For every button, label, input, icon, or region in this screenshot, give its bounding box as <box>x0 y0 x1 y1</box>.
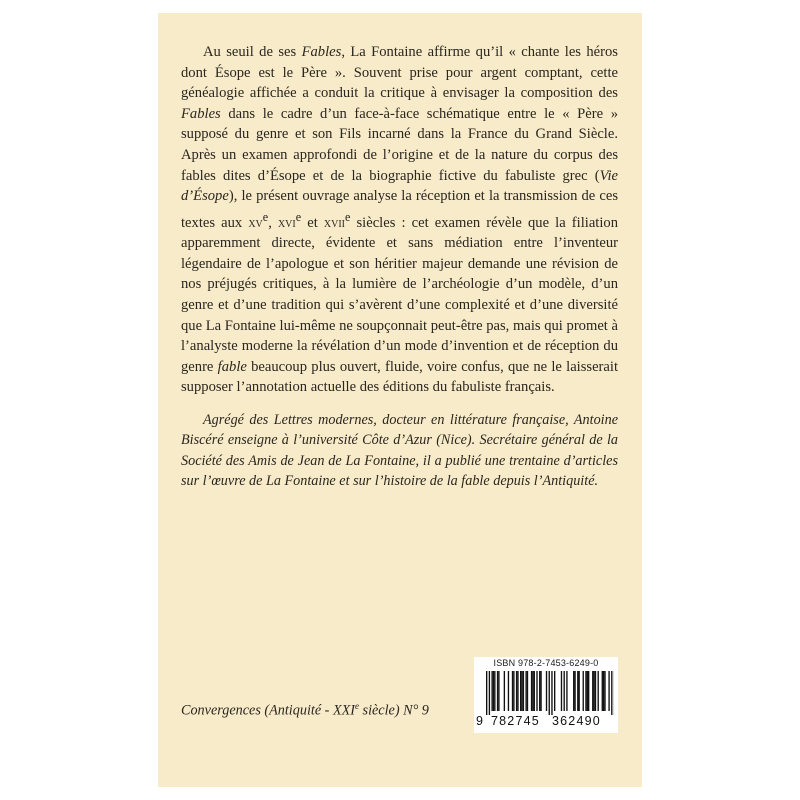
barcode-bar <box>489 671 490 715</box>
term-fable: fable <box>217 358 247 375</box>
century-16: xvi <box>277 214 296 231</box>
century-17: xvii <box>323 214 345 231</box>
title-fables-1: Fables <box>301 44 342 60</box>
barcode-bar <box>486 671 487 715</box>
barcode-bar <box>493 671 494 711</box>
barcode-bar <box>608 671 609 711</box>
barcode-bar <box>512 671 513 711</box>
barcode-bar <box>508 671 509 711</box>
title-vie-d-esope: Vie d’Ésope <box>181 167 618 205</box>
title-fables-2: Fables <box>181 105 221 122</box>
barcode-bar <box>578 671 579 711</box>
barcode-bar <box>583 671 584 711</box>
barcode-bar <box>566 671 567 711</box>
barcode-bars <box>478 671 614 715</box>
barcode-bar <box>588 671 589 711</box>
barcode-bar <box>527 671 528 711</box>
barcode-bar <box>595 671 596 711</box>
author-bio: Agrégé des Lettres modernes, docteur en littérature française, Antoine Biscéré enseigne à l’université Côte d’Azur (Nice). Secrétaire général de la Société des Amis de Jean de La Fontaine, il a publié une trentaine d’articles sur l’œuvre de La Fontaine et sur l’histoire de la fable depuis l’Antiquité. <box>181 412 618 490</box>
barcode-bar <box>546 671 547 711</box>
barcode-bar <box>564 671 565 711</box>
barcode-bar <box>585 671 586 711</box>
barcode-bar <box>573 671 574 711</box>
barcode-bar <box>504 671 505 711</box>
barcode-bar <box>540 671 541 711</box>
barcode-bar <box>525 671 526 711</box>
barcode-bar <box>531 671 532 711</box>
barcode-bar <box>611 671 612 715</box>
barcode-bar <box>536 671 537 711</box>
barcode-bar <box>549 671 550 715</box>
barcode-bar <box>516 671 517 711</box>
barcode-bar <box>592 671 593 711</box>
barcode-bar <box>534 671 535 711</box>
barcode-bar <box>593 671 594 711</box>
barcode-bar <box>551 671 552 715</box>
barcode-bar <box>561 671 562 711</box>
barcode-bar <box>574 671 575 711</box>
barcode-bar <box>602 671 603 711</box>
blurb-paragraph: Au seuil de ses Fables, La Fontaine affirme qu’il « chante les héros dont Ésope est le Père ». Souvent prise pour argent comptant, cette généalogie affichée a conduit la critique à envisager la composition des Fables dans le cadre d’un face-à-face schématique entre le « Père » supposé du genre et son Fils incarné dans la France du Grand Siècle. Après un examen approfondi de l’origine et de la nature du corpus des fables dites d’Ésope et de la biographie fictive du fabuliste grec (Vie d’Ésope), le présent ouvrage analyse la réception et la transmission de ces textes aux $xv^e$, xvi$^e$ et xvii$^e$ siècles : cet examen révèle que la filiation apparemment directe, évidente et sans médiation entre l’inventeur légendaire de l’apologue et son héritier majeur demande une révision de nos préjugés critiques, à la lumière de l’archéologie d’un modèle, d’un genre et d’une tradition qui s’avèrent d’une complexité et d’une diversité que La Fontaine lui-même ne soupçonnait peut-être pas, mais qui promet à l’analyste moderne la révélation d’un mode d’invention et de réception du genre fable beaucoup plus ouvert, fluide, voire confus, que ne le laisserait supposer l’annotation actuelle des éditions du fabuliste français. <box>181 44 619 396</box>
barcode-bar <box>577 671 578 711</box>
barcode-bar <box>491 671 492 711</box>
barcode-bar <box>523 671 524 711</box>
barcode-bar <box>532 671 533 711</box>
series-line: Convergences (Antiquité - XXIe siècle) N° 9 <box>181 701 429 719</box>
barcode-bar <box>554 671 555 711</box>
barcode-bar <box>494 671 495 711</box>
barcode-bar <box>587 671 588 711</box>
isbn-label: ISBN 978-2-7453-6249-0 <box>493 658 599 668</box>
isbn-barcode: ISBN 978-2-7453-6249-0 9 782745 362490 <box>474 657 618 733</box>
barcode-bar <box>497 671 498 711</box>
barcode-bar <box>513 671 514 711</box>
barcode-bar <box>603 671 604 711</box>
barcode-bar <box>520 671 521 711</box>
barcode-bar <box>539 671 540 711</box>
barcode-bar <box>604 671 605 711</box>
barcode-bar <box>498 671 499 711</box>
barcode-bar <box>598 671 599 711</box>
century-15: xv <box>248 214 263 231</box>
barcode-bar <box>521 671 522 711</box>
barcode-bar <box>517 671 518 711</box>
